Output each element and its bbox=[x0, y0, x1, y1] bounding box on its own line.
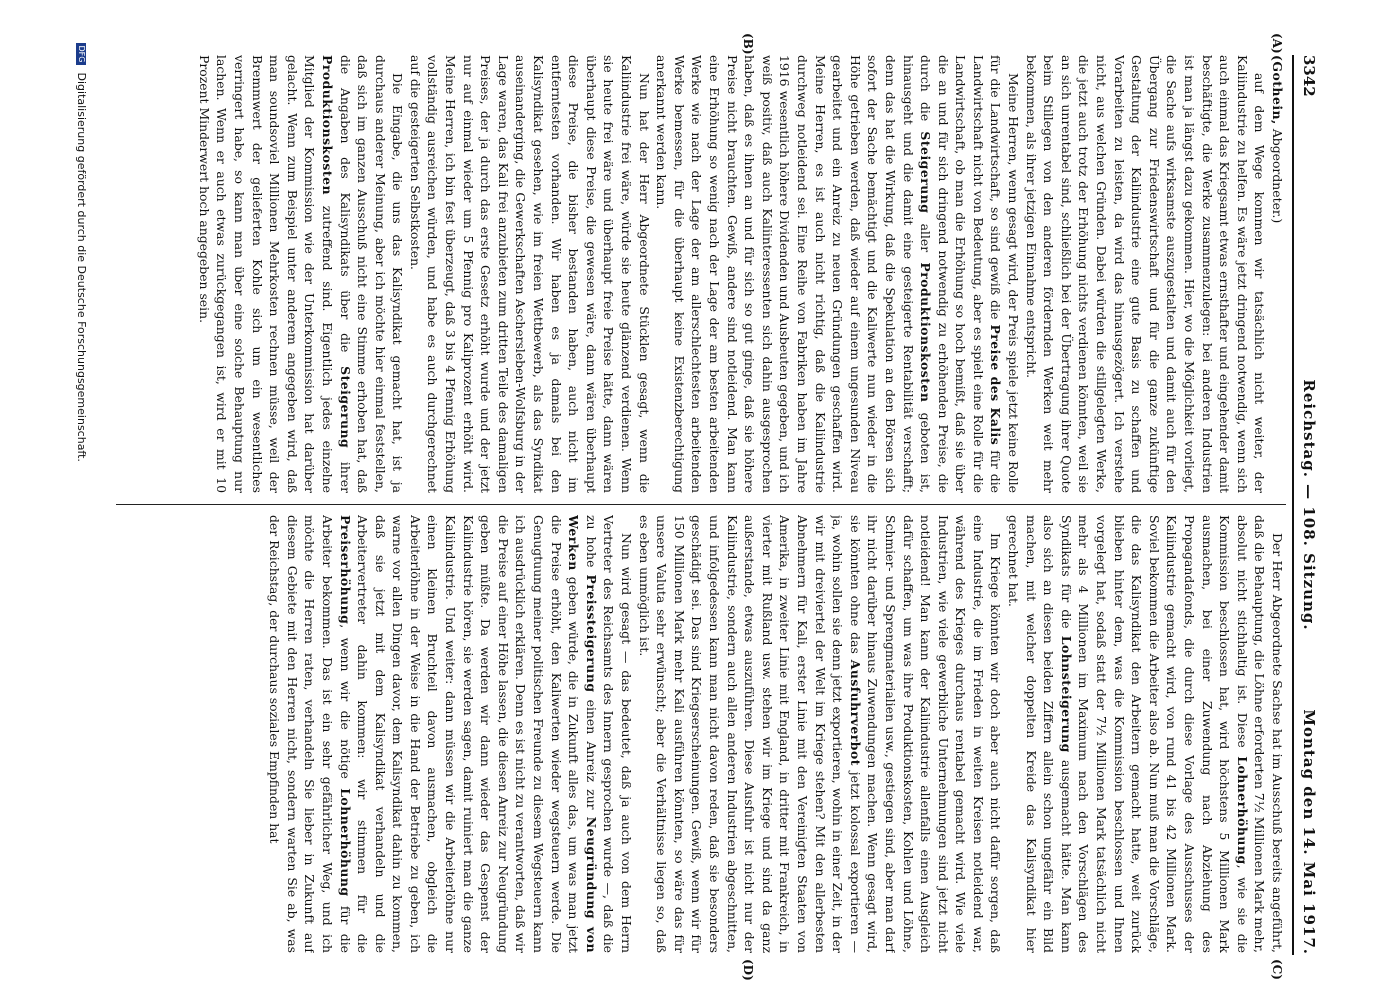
speaker-role: Abgeordneter.) bbox=[1270, 128, 1285, 224]
paragraph: Der Herr Abgeordnete Sachse hat im Ausschuß bereits angeführt, daß die Behauptung, die Löhne erforderten 7½ Millionen Mark mehr, absolut nicht stichhaltig ist. Diese Lohnerhöhung, wie sie die Kommission beschlossen hat, wird höchstens 5 Millionen Mark ausmachen, bei einer Zuwendung nach Abziehung des Propagandafonds, die durch diese Vorlage des Ausschusses der Kaliindustrie gemacht wird, von rund 41 bis 42 Millionen Mark. Soviel bekommen die Arbeiter also ab. Nun muß man die Vorschläge, die das Kalisyndikat den Arbeitern gemacht hatte, weit zurück blieben hinter dem, was die Kommission beschlossen und Ihnen vorgelegt hat, sodaß statt der 7½ Millionen Mark tatsächlich nicht mehr als 4 Millionen im Maximum nach den Vorschlägen des Syndikats für die Lohnsteigerung ausgemacht hätte. Man kann also sich an diesen beiden Ziffern allein schon ungefähr ein Bild machen, mit welcher doppelten Kreide das Kalisyndikat hier gerechnet hat. bbox=[1006, 515, 1285, 953]
margin-marker-c: (C) bbox=[1270, 959, 1284, 980]
column-divider bbox=[116, 504, 1286, 505]
paragraph: Die Eingabe, die uns das Kalisyndikat gemacht hat, ist ja durchaus anderer Meinung, aber ich möchte hier einmal feststellen, daß sich im ganzen Ausschuß nicht eine Stimme erhoben hat, daß die Angaben des Kalisyndikats über die Steigerung ihrer Produktionskosten zutreffend sind. Eigentlich jedes einzelne Mitglied der Kommission wie der Unterkommission hat darüber gelacht. Wenn zum Beispiel unter anderem angegeben wird, daß man soundsoviel Millionen Mehrkosten rechnen müsse, weil der Bremmwert der gelieferten Kohle sich um ein wesentliches verringert habe, so kann man über eine solche Behauptung nur lachen. Wenn er auch etwas zurückgegangen ist, wird er mit 10 Prozent Minderwert hoch angegeben sein. bbox=[196, 55, 406, 493]
emphasized-term: Steigerung bbox=[918, 131, 934, 214]
emphasized-term: Lohnsteigerung bbox=[1058, 635, 1074, 753]
paragraph: Nun wird gesagt — das bedeutet, daß ja auch von dem Herrn Vertreter des Reichsamts des Innern gesprochen wurde —, daß die zu hohe Preissteigerung einen Anreiz zur Neugründung von Werken geben würde, die in Zukunft alles das, um was man jetzt die Preise erhöht, den Kaliwerten wieder wegsteuern werde. Die Genugtuung meiner politischen Freunde zu diesem Wegsteuern kann ich ausdrücklich erklären. Denn es ist nicht zu verantworten, daß wir die Preise auf einer Höhe lassen, die diesen Anreiz zur Neugründung geben müßte. Da werden wir dann wieder das Gespenst der Kaliindustrie hören, sie werden sagen, damit ruiniert man die ganze Kaliindustrie. Und weiter: dann müssen wir die Arbeiterlöhne nur einen kleinen Bruchteil davon ausmachen, obgleich die Arbeiterlöhne in der Weise in die Hand der Betriebe zu geben, ich warne vor allen Dingen davor, dem Kalisyndikat dahin zu kommen, daß sie jetzt mit dem Kalisyndikat verhandeln und die Arbeitervertreter dahin kommen: wir stimmen für die Preiserhöhung, wenn wir die nötige Lohnerhöhung für die Arbeiter bekommen. Das ist ein sehr gefährlicher Weg, und ich möchte die Herren raten, verhandeln Sie lieber in Zukunft auf diesem Gebiete mit den Herren nicht, sondern warten Sie ab, was der Reichstag, der durchaus soziales Empfinden hat bbox=[267, 515, 635, 953]
text-column-right bbox=[86, 515, 1286, 953]
margin-marker-b: (B) bbox=[741, 33, 755, 55]
dfg-logo: DFG bbox=[76, 43, 86, 65]
margin-marker-a: (A) bbox=[1270, 33, 1284, 54]
header-date: Montag den 14. Mai 1917. bbox=[1300, 709, 1318, 955]
emphasized-term: Lohnerhöhung bbox=[1234, 756, 1250, 865]
header-title: Reichstag. — 108. Sitzung. bbox=[1300, 379, 1318, 631]
running-header bbox=[1292, 55, 1320, 955]
paragraph: Meine Herren, wenn gesagt wird, der Preis spiele jetzt keine Rolle für die Landwirtschaft, so sind gewiß die Preise des Kalis für die Landwirtschaft nicht von Bedeutung, aber es spielt eine Rolle für die Landwirtschaft, ob man die Erhöhung so hoch bemißt, daß sie über die an und für sich dringend notwendig zu erhöhenden Preise, die durch die Steigerung aller Produktionskosten geboten ist, hinausgeht und die damit eine gesteigerte Rentabilität verschafft; denn das hat die Wirkung, daß die Spekulation an den Börsen sich sofort der Sache bemächtigt und die Kaliwerte nun wieder in die Höhe getrieben werden, daß wieder auf einem ungesunden Niveau gearbeitet und ein Anreiz zu neuen Gründungen geschaffen wird. Meine Herren, es ist auch nicht richtig, daß die Kaliindustrie durchweg notleidend sei. Eine Reihe von Fabriken haben im Jahre 1916 wesentlich höhere Dividenden und Ausbeuten gegeben, und ich weiß positiv, daß auch Kaliinteressenten sich dahin ausgesprochen haben, daß es ihnen an und für sich so gut ginge, daß sie höhere Preise nicht brauchten. Gewiß, andere sind notleidend. Man kann eine Erhöhung so wenig nach der Lage der am besten arbeitenden Werke wie nach der Lage der am allerschlechtesten arbeitenden Werke bemessen, für die überhaupt keine Existenzberechtigung anerkannt werden kann. bbox=[654, 55, 1022, 493]
emphasized-term: Preise des Kalis bbox=[988, 324, 1004, 446]
page-number: 3342 bbox=[1300, 55, 1318, 97]
emphasized-term: Lohnerhöhung bbox=[337, 788, 353, 897]
emphasized-term: Preiserhöhung bbox=[337, 515, 353, 625]
speaker-line bbox=[1268, 55, 1286, 493]
paragraph: Nun hat der Herr Abgeordnete Stücklen gesagt, wenn die Kaliindustrie frei wäre, würde sie heute glänzend verdienen. Wenn sie heute frei wäre und überhaupt freie Preise hätte, dann wären überhaupt diese Preise, die gewesen wäre, dann wären überhaupt diese Preise, die bisher bestanden haben, auch nicht im entferntesten vorhanden. Wir haben es ja damals bei den Kalisyndikat gesehen, wie im freien Wettbewerb, als das Syndikat auseinanderging, die Gewerkschaften Aschersleben-Wolfsburg in der Lage waren, das Kali frei anzubieten zum dritten Teile des damaligen Preises, der ja durch das erste Gesetz erhöht wurde und der jetzt nur auf einmal wieder um 5 Pfennig pro Kaliprozent erhöht wird. Meine Herren, ich bin fest überzeugt, daß 3 bis 4 Pfennig Erhöhung vollständig ausreichen würden, und habe es auch durchgerechnet auf die gesteigerten Selbstkosten. bbox=[407, 55, 652, 493]
paragraph: Im Kriege könnten wir doch aber auch nicht dafür sorgen, daß eine Industrie, die im Frieden in weiten Kreisen notleidend war, während des Krieges durchaus rentabel gemacht wird. Wie viele Industrien, wie viele gewerbliche Unternehmungen sind jetzt nicht notleidend! Man kann der Kaliindustrie allenfalls einen Ausgleich dafür schaffen, um was ihre Produktionskosten, Kohlen und Löhne, Schmier- und Sprengmaterialien usw., gestiegen sind, aber man darf ihr nicht darüber hinaus Zuwendungen machen. Wenn gesagt wird, sie könnten ohne das Ausfuhrverbot jetzt kolossal exportieren — ja, wohin sollen sie denn jetzt exportieren, wohin in einer Zeit, in der wir mit dreiviertel der Welt im Kriege stehen? Mit den allerbesten Abnehmern für Kali, erster Linie mit den Vereinigten Staaten von Amerika, in zweiter Linie mit England, in dritter mit Frankreich, in vierter mit Rußland usw. stehen wir im Kriege und sind da ganz außerstande, etwas auszuführen. Diese Ausfuhr ist nicht nur der Kaliindustrie, sondern auch allen anderen Industrien abgeschnitten, und infolgedessen kann man nicht davon reden, daß sie besonders geschädigt sei. Das sind Kriegserscheinungen. Gewiß, wenn wir für 150 Millionen Mark mehr Kali ausführen könnten, so wäre das für unsere Valuta sehr erwünscht; aber die Verhältnisse liegen so, daß es eben unmöglich ist. bbox=[636, 515, 1004, 953]
rotated-page-content bbox=[75, 33, 1320, 981]
digitization-credit: Digitalisierung gefördert durch die Deutsche Forschungsgemeinschaft. bbox=[75, 72, 88, 462]
paragraph: auf dem Wege kommen wir tatsächlich nicht weiter, der Kaliindustrie zu helfen. Es wäre jetzt dringend notwendig, wenn sich auch einmal das Kriegsamt etwas ernsthafter und eingehender damit beschäftigte, die Werke zusammenzulegen: bei anderen Industrien ist man ja längst dazu gekommen. Hier, wo die Möglichkeit vorliegt, die Sache aufs wirksamste auszugestalten und damit auch für den Übergang zur Friedenswirtschaft und für die ganze zukünftige Gestaltung der Kaliindustrie eine gute Basis zu schaffen und Vorarbeiten zu leisten, da wird das hinausgezögert. Ich verstehe nicht, aus welchen Gründen. Dabei würden die stillgelegten Werke, die jetzt auch trotz der Erhöhung nichts verdienen könnten, weil sie an sich unrentabel sind, schließlich bei der Übertragung ihrer Quote beim Stillegen von den anderen fördernden Werken weit mehr bekommen, als ihrer jetzigen Einnahme entspricht. bbox=[1023, 55, 1268, 493]
emphasized-term: Neugründung von Werken bbox=[566, 515, 599, 953]
text-column-left bbox=[86, 55, 1286, 493]
emphasized-term: Preissteigerung bbox=[583, 574, 599, 693]
emphasized-term: Steigerung bbox=[337, 366, 353, 449]
emphasized-term: Ausfuhrverbot bbox=[847, 659, 863, 766]
margin-marker-d: (D) bbox=[741, 959, 755, 981]
emphasized-term: Produktionskosten bbox=[319, 55, 335, 195]
emphasized-term: Produktionskosten bbox=[918, 262, 934, 403]
footer-credit bbox=[74, 43, 88, 943]
speaker-name: (Gothein, bbox=[1270, 55, 1285, 125]
